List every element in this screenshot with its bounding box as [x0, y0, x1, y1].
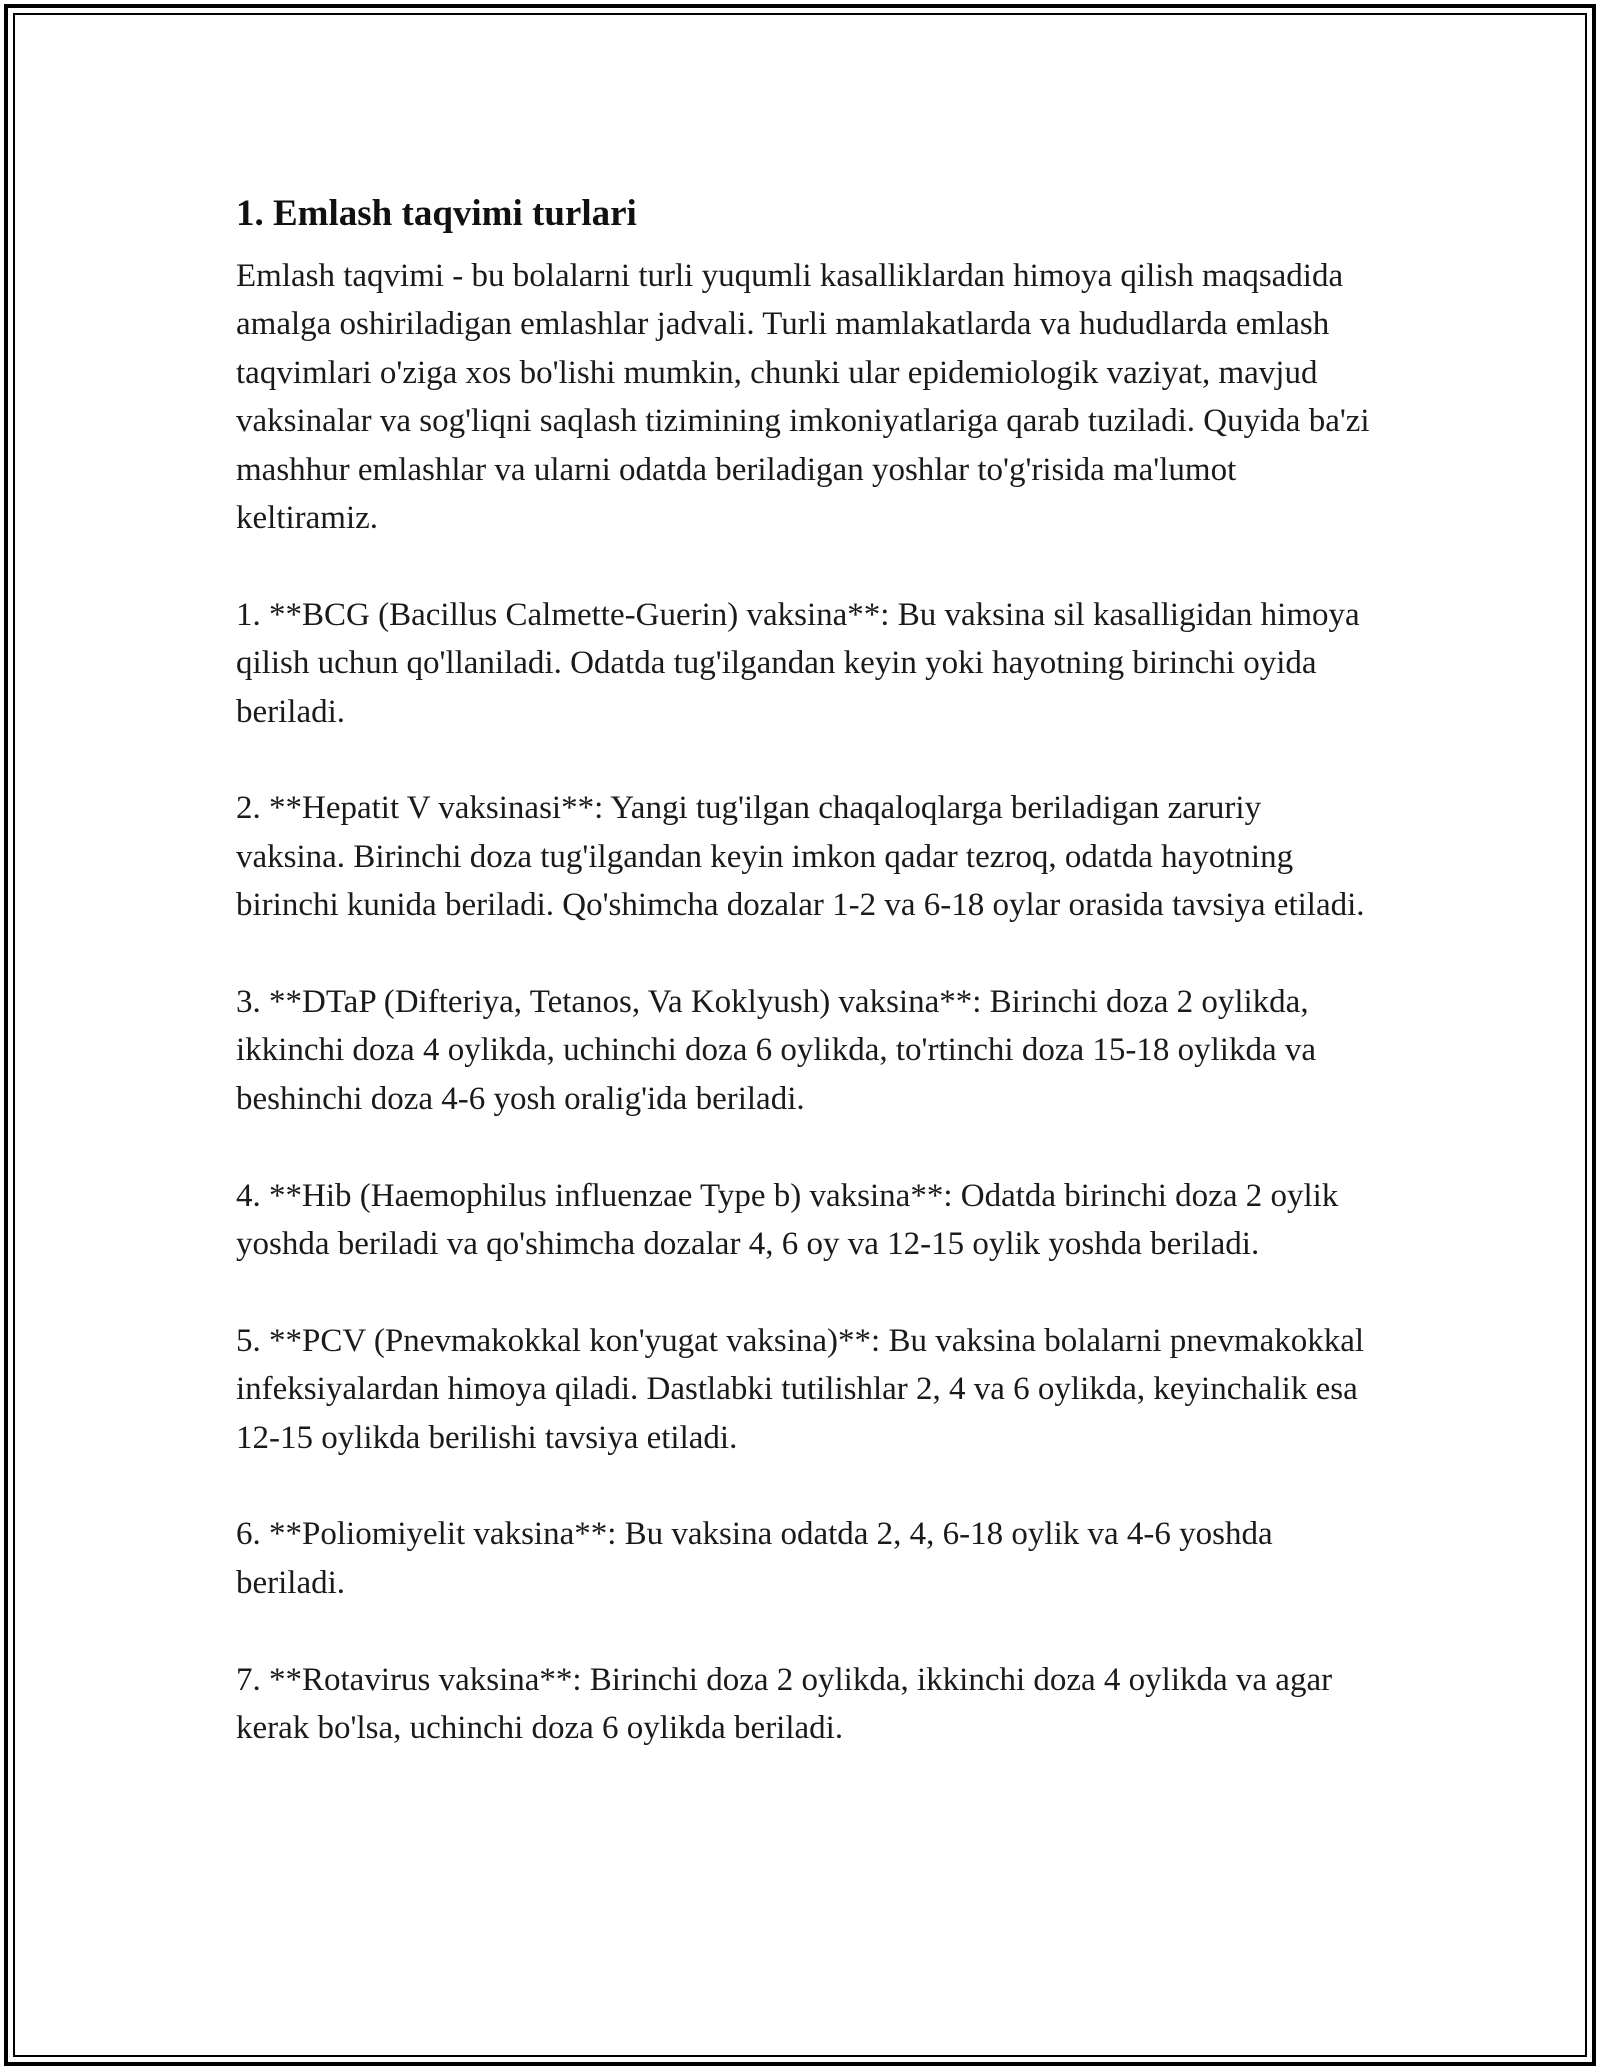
vaccine-item-dtap: 3. **DTaP (Difteriya, Tetanos, Va Koklyush) vaksina**: Birinchi doza 2 oylikda, ikkinchi doza 4 oylikda, uchinchi doza 6 oylikda, to'rtinchi doza 15-18 oylikda va beshinchi doza 4-6 yosh oralig'ida beriladi. — [236, 984, 1317, 1117]
vaccine-item-pcv: 5. **PCV (Pnevmakokkal kon'yugat vaksina)**: Bu vaksina bolalarni pnevmakokkal infeksiyalardan himoya qiladi. Dastlabki tutilishlar 2, 4 va 6 oylikda, keyinchalik esa 12-15 oylikda berilishi tavsiya etiladi. — [236, 1322, 1365, 1456]
intro-paragraph: Emlash taqvimi - bu bolalarni turli yuqumli kasalliklardan himoya qilish maqsadida amalga oshiriladigan emlashlar jadvali. Turli mamlakatlarda va hududlarda emlash taqvimlari o'ziga xos bo'lishi mumkin, chunki ular epidemiologik vaziyat, mavjud vaksinalar va sog'liqni saqlash tizimining imkoniyatlariga qarab tuziladi. Quyida ba'zi mashhur emlashlar va ularni odatda beriladigan yoshlar to'g'risida ma'lumot keltiramiz. — [236, 258, 1370, 537]
vaccine-item-hib: 4. **Hib (Haemophilus influenzae Type b) vaksina**: Odatda birinchi doza 2 oylik yoshda beriladi va qo'shimcha dozalar 4, 6 oy va 12-15 oylik yoshda beriladi. — [236, 1177, 1339, 1263]
document-body — [236, 188, 1376, 1752]
vaccine-item-hepatitis: 2. **Hepatit V vaksinasi**: Yangi tug'ilgan chaqaloqlarga beriladigan zaruriy vaksina. Birinchi doza tug'ilgandan keyin imkon qadar tezroq, odatda hayotning birinchi kunida beriladi. Qo'shimcha dozalar 1-2 va 6-18 oylar orasida tavsiya etiladi. — [236, 790, 1365, 924]
vaccine-item-polio: 6. **Poliomiyelit vaksina**: Bu vaksina odatda 2, 4, 6-18 oylik va 4-6 yoshda beriladi. — [236, 1516, 1273, 1601]
section-heading: 1. Emlash taqvimi turlari — [236, 193, 637, 234]
vaccine-item-rotavirus: 7. **Rotavirus vaksina**: Birinchi doza 2 oylikda, ikkinchi doza 4 oylikda va agar kerak bo'lsa, uchinchi doza 6 oylikda beriladi. — [236, 1661, 1333, 1747]
vaccine-item-bcg: 1. **BCG (Bacillus Calmette-Guerin) vaksina**: Bu vaksina sil kasalligidan himoya qilish uchun qo'llaniladi. Odatda tug'ilgandan keyin yoki hayotning birinchi oyida beriladi. — [236, 596, 1360, 730]
